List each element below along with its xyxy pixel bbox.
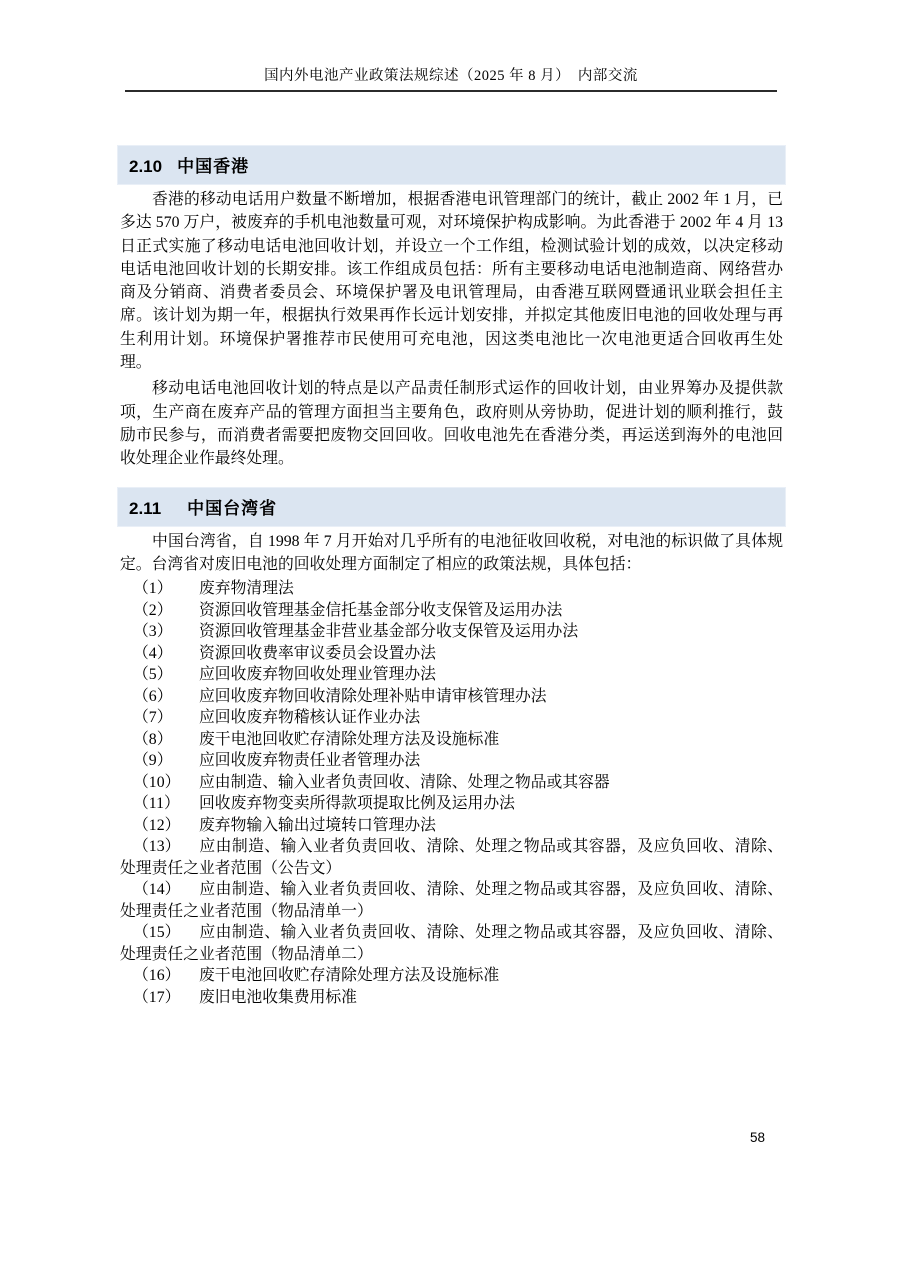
page-number: 58 xyxy=(749,1130,765,1145)
list-item-text: 资源回收管理基金非营业基金部分收支保管及运用办法 xyxy=(199,623,579,641)
list-item-text: 应回收废弃物回收清除处理补贴申请审核管理办法 xyxy=(199,687,547,705)
list-item-number: （8） xyxy=(133,730,173,748)
list-item-text: 应回收废弃物责任业者管理办法 xyxy=(199,752,421,770)
list-item xyxy=(120,793,783,815)
section-heading-2-11 xyxy=(117,487,786,527)
page-content xyxy=(120,145,783,1008)
list-item xyxy=(120,729,783,751)
list-item-text: 废弃物输入输出过境转口管理办法 xyxy=(199,816,436,834)
list-item-number: （6） xyxy=(133,687,173,705)
list-item-number: （17） xyxy=(133,988,181,1006)
section-heading-2-10 xyxy=(117,145,786,185)
list-item xyxy=(120,578,783,600)
section-number: 2.10 xyxy=(129,157,163,176)
list-item-text: 应回收废弃物回收处理业管理办法 xyxy=(199,666,436,684)
list-item-number: （4） xyxy=(133,644,173,662)
list-item xyxy=(120,772,783,794)
list-item-text: 资源回收费率审议委员会设置办法 xyxy=(199,644,436,662)
list-item-number: （12） xyxy=(133,816,181,834)
running-header: 国内外电池产业政策法规综述（2025 年 8 月） 内部交流 xyxy=(264,68,638,84)
list-item-text: 废干电池回收贮存清除处理方法及设施标准 xyxy=(199,730,500,748)
list-item-number: （2） xyxy=(133,601,173,619)
list-item-number: （10） xyxy=(133,773,181,791)
list-item-number: （5） xyxy=(133,666,173,684)
list-item-number: （14） xyxy=(133,881,181,899)
list-item xyxy=(120,987,783,1009)
list-item xyxy=(120,643,783,665)
list-item-number: （9） xyxy=(133,752,173,770)
list-item xyxy=(120,815,783,837)
law-list xyxy=(120,578,783,1008)
list-item xyxy=(120,965,783,987)
list-item-text: 应由制造、输入业者负责回收、清除、处理之物品或其容器，及应负回收、清除、处理责任之业者范围（物品清单一） xyxy=(120,881,783,920)
list-item-text: 回收废弃物变卖所得款项提取比例及运用办法 xyxy=(199,795,515,813)
header-rule xyxy=(125,90,777,92)
list-item-number: （1） xyxy=(133,580,173,598)
list-item xyxy=(120,686,783,708)
list-item-text: 资源回收管理基金信托基金部分收支保管及运用办法 xyxy=(199,601,563,619)
list-item-number: （15） xyxy=(133,924,181,942)
paragraph: 中国台湾省，自 1998 年 7 月开始对几乎所有的电池征收回收税，对电池的标识做了具体规定。台湾省对废旧电池的回收处理方面制定了相应的政策法规，具体包括： xyxy=(120,532,783,573)
list-item xyxy=(120,922,783,965)
list-item-number: （13） xyxy=(133,838,181,856)
list-item xyxy=(120,664,783,686)
list-item xyxy=(120,600,783,622)
list-item-number: （3） xyxy=(133,623,173,641)
paragraph: 香港的移动电话用户数量不断增加，根据香港电讯管理部门的统计，截止 2002 年 1 月，已多达 570 万户，被废弃的手机电池数量可观，对环境保护构成影响。为此香港于 2002 年 4 月 13 日正式实施了移动电话电池回收计划，并设立一个工作组，检测试验计划的成效，以决定移动电话电池回收计划的长期安排。该工作组成员包括：所有主要移动电话电池制造商、网络营办商及分销商、消费者委员会、环境保护署及电讯管理局，由香港互联网暨通讯业联会担任主席。该计划为期一年，根据执行效果再作长远计划安排，并拟定其他废旧电池的回收处理与再生利用计划。环境保护署推荐市民使用可充电池，因这类电池比一次电池更适合回收再生处理。 xyxy=(120,191,783,372)
list-item xyxy=(120,750,783,772)
list-item-text: 废干电池回收贮存清除处理方法及设施标准 xyxy=(199,967,500,985)
list-item-text: 应由制造、输入业者负责回收、清除、处理之物品或其容器，及应负回收、清除、处理责任之业者范围（公告文） xyxy=(120,838,783,877)
section-title: 中国台湾省 xyxy=(187,498,278,518)
list-item-text: 应由制造、输入业者负责回收、清除、处理之物品或其容器 xyxy=(199,773,610,791)
list-item xyxy=(120,836,783,879)
list-item-number: （16） xyxy=(133,967,181,985)
list-item xyxy=(120,707,783,729)
section-number: 2.11 xyxy=(129,498,162,518)
list-item-text: 废弃物清理法 xyxy=(199,580,294,598)
list-item-number: （7） xyxy=(133,709,173,727)
list-item-text: 应由制造、输入业者负责回收、清除、处理之物品或其容器，及应负回收、清除、处理责任之业者范围（物品清单二） xyxy=(120,924,783,963)
list-item-text: 应回收废弃物稽核认证作业办法 xyxy=(199,709,421,727)
list-item-text: 废旧电池收集费用标准 xyxy=(199,988,357,1006)
list-item-number: （11） xyxy=(133,795,180,813)
section-title: 中国香港 xyxy=(177,157,250,176)
list-item xyxy=(120,621,783,643)
paragraph: 移动电话电池回收计划的特点是以产品责任制形式运作的回收计划，由业界筹办及提供款项，生产商在废弃产品的管理方面担当主要角色，政府则从旁协助，促进计划的顺利推行，鼓励市民参与，而消费者需要把废物交回回收。回收电池先在香港分类，再运送到海外的电池回收处理企业作最终处理。 xyxy=(120,380,783,468)
list-item xyxy=(120,879,783,922)
